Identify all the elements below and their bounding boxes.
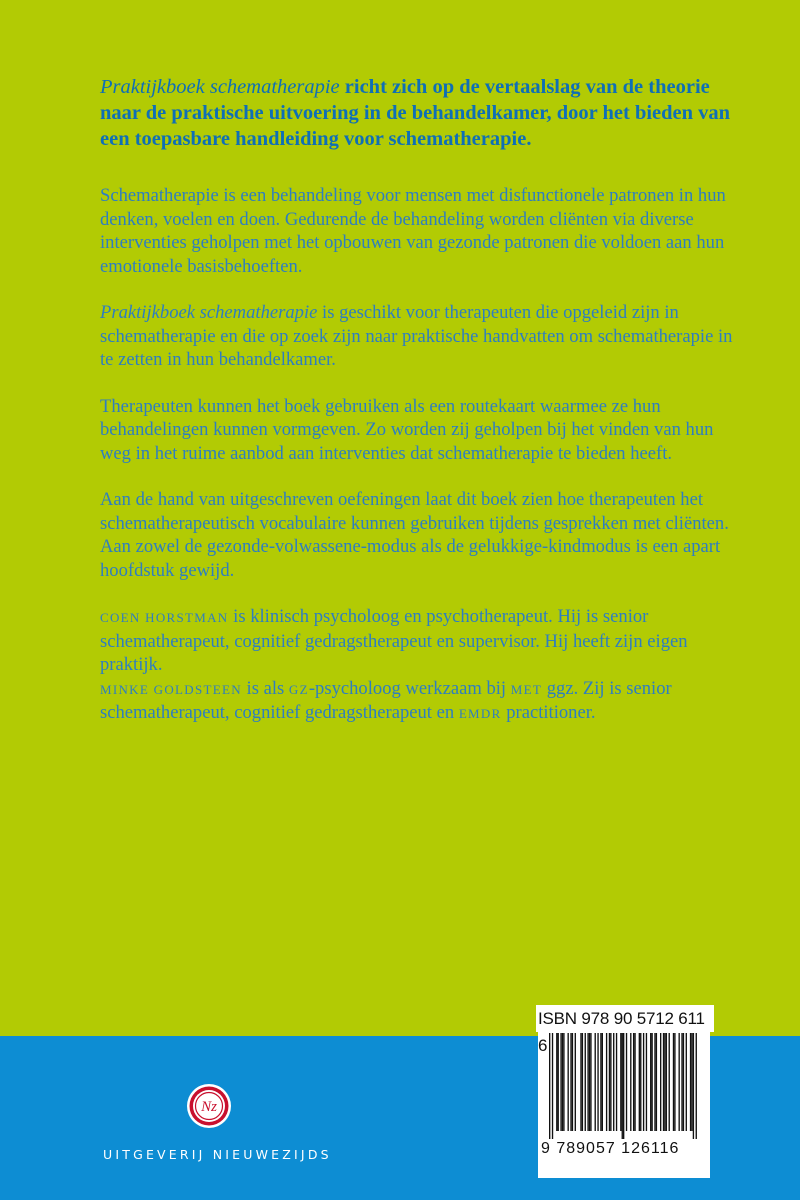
publisher-logo-text: Nz <box>201 1099 217 1115</box>
abbr-gz: GZ <box>288 681 309 697</box>
barcode-bar <box>609 1033 610 1131</box>
barcode-bar <box>690 1033 691 1131</box>
author-bio-1 <box>100 605 740 677</box>
paragraph-2-book-title: Praktijkboek schematherapie <box>100 302 318 323</box>
barcode-bar <box>650 1033 651 1131</box>
barcode-bar <box>674 1033 675 1131</box>
barcode-bar <box>587 1033 588 1131</box>
barcode-bar <box>663 1033 664 1131</box>
barcode-digits: 9 789057 126116 <box>541 1140 680 1157</box>
barcode-bar <box>620 1033 621 1131</box>
barcode-bar <box>669 1033 670 1131</box>
barcode-bar <box>589 1033 590 1131</box>
barcode-bar <box>563 1033 564 1131</box>
barcode-bar <box>654 1033 655 1131</box>
author-1-name: COEN HORSTMAN <box>100 610 229 625</box>
intro-paragraph <box>100 74 740 152</box>
barcode-bar <box>679 1033 680 1131</box>
barcode-bar <box>600 1033 601 1131</box>
paragraph-2-text: is geschikt voor therapeuten die opgeleid zijn in schematherapie en die op zoek zijn naar praktische handvatten om schematherapie in te zetten in hun behandelkamer. <box>100 302 733 370</box>
barcode-bar <box>630 1033 631 1131</box>
barcode-bar <box>572 1033 573 1131</box>
paragraph-4: Aan de hand van uitgeschreven oefeningen laat dit boek zien hoe therapeuten het schematherapeutisch vocabulaire kunnen gebruiken tijdens gesprekken met cliënten. Aan zowel de gezonde-volwassene-modus als de gelukkige-kindmodus is een apart hoofdstuk gewijd. <box>100 489 729 581</box>
barcode-bar <box>691 1033 692 1131</box>
barcode-bar <box>613 1033 614 1131</box>
barcode-bar <box>580 1033 581 1131</box>
author-2-text-d: practitioner. <box>501 702 596 723</box>
barcode-bar <box>673 1033 674 1131</box>
barcode-bar <box>568 1033 569 1131</box>
paragraph-1: Schematherapie is een behandeling voor mensen met disfunctionele patronen in hun denken, voelen en doen. Gedurende de behandeling worden cliënten via diverse interventies geholpen met het opbouwen van gezonde patronen die voldoen aan hun emotionele basisbehoeften. <box>100 185 726 277</box>
author-2-text-b: -psycholoog werkzaam bij <box>308 677 511 699</box>
barcode-bar <box>590 1033 591 1131</box>
author-1-text: is klinisch psycholoog en psychotherapeut. Hij is senior schematherapeut, cognitief gedragstherapeut en supervisor. Hij heeft zijn eigen praktijk. <box>100 606 688 675</box>
barcode-bar <box>606 1033 607 1131</box>
barcode-bar <box>640 1033 641 1131</box>
abbr-emdr: EMDR <box>458 706 502 721</box>
barcode-bar <box>585 1033 586 1131</box>
barcode-bar <box>556 1033 557 1131</box>
barcode-bars-icon <box>549 1033 697 1139</box>
author-bio-2 <box>100 677 740 726</box>
barcode-bar <box>562 1033 563 1131</box>
barcode-bar <box>595 1033 596 1131</box>
barcode-bar <box>549 1033 550 1139</box>
barcode-bar <box>664 1033 665 1131</box>
barcode-bar <box>623 1033 624 1139</box>
barcode-bar <box>558 1033 559 1131</box>
barcode-bar <box>643 1033 644 1131</box>
author-2-name: MINKE GOLDSTEEN <box>100 681 242 697</box>
paragraph-2 <box>100 301 740 372</box>
barcode-bar <box>610 1033 611 1131</box>
barcode-bar <box>656 1033 657 1131</box>
barcode-bar <box>633 1033 634 1131</box>
barcode-bar <box>666 1033 667 1131</box>
publisher-name: UITGEVERIJ NIEUWEZIJDS <box>103 1147 332 1162</box>
author-2-text-c: ggz. Zij is senior schematherapeut, cognitief gedragstherapeut en <box>100 677 672 723</box>
barcode-bar <box>626 1033 627 1131</box>
barcode-bar <box>560 1033 561 1131</box>
barcode-bar <box>602 1033 603 1131</box>
barcode-bar <box>660 1033 661 1131</box>
barcode-bar <box>634 1033 635 1131</box>
barcode-bar <box>686 1033 687 1131</box>
barcode-bar <box>552 1033 553 1139</box>
paragraph-3: Therapeuten kunnen het boek gebruiken als een routekaart waarmee ze hun behandelingen kunnen vormgeven. Zo worden zij geholpen bij het vinden van hun weg in het ruime aanbod aan interventies dat schematherapie te bieden heeft. <box>100 395 714 464</box>
barcode-bar <box>683 1033 684 1131</box>
author-2-text-a: is als <box>241 677 289 699</box>
intro-book-title: Praktijkboek schematherapie <box>100 76 340 98</box>
abbr-met: MET <box>510 681 543 697</box>
barcode-bar <box>622 1033 623 1139</box>
isbn-label: ISBN 978 90 5712 611 6 <box>536 1005 714 1032</box>
barcode-bar <box>693 1033 694 1139</box>
barcode-bar <box>696 1033 697 1139</box>
barcode-bar <box>597 1033 598 1131</box>
barcode-bar <box>616 1033 617 1131</box>
barcode-bar <box>575 1033 576 1131</box>
barcode-bar <box>646 1033 647 1131</box>
nz-rosette-logo-icon <box>186 1083 232 1129</box>
intro-text: richt zich op de vertaalslag van de theorie naar de praktische uitvoering in de behandelkamer, door het bieden van een toepasbare handleiding voor schematherapie. <box>100 76 731 150</box>
back-cover-text <box>100 74 740 726</box>
barcode-bar <box>570 1033 571 1131</box>
barcode-bar <box>582 1033 583 1131</box>
barcode-bar <box>681 1033 682 1131</box>
barcode-bar <box>639 1033 640 1131</box>
barcode-bar <box>651 1033 652 1131</box>
